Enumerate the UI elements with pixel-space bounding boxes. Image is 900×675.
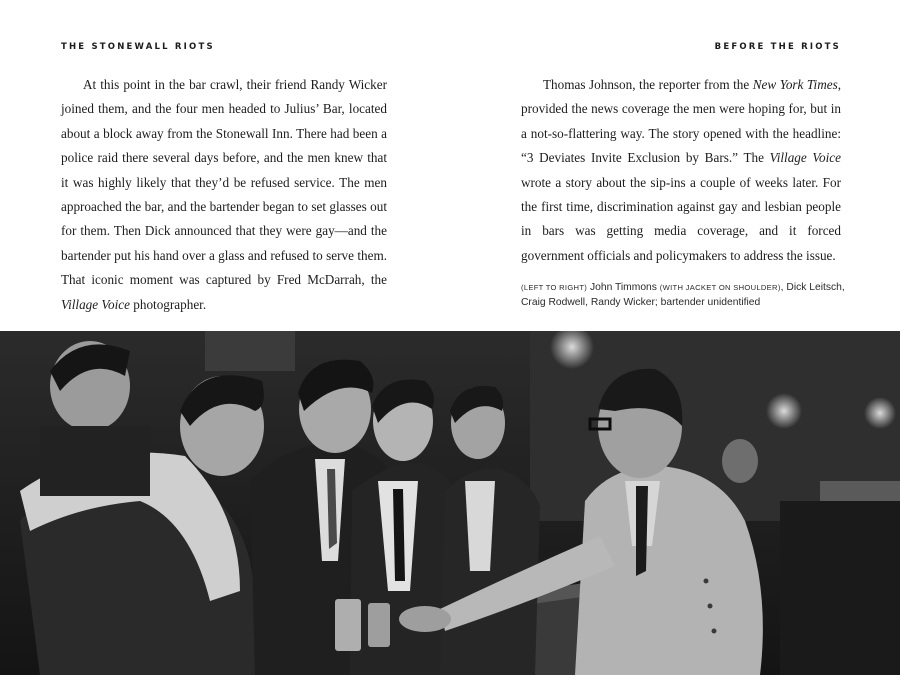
paragraph-text: , provided the news coverage the men were hoping for, but in a not-so-flattering way. The story opened with the headline: “3 Deviates Invite Exclusion by Bars.” The [521,77,841,166]
bartender-hand [399,606,451,632]
sip-in-photograph [0,331,900,675]
background-patron [780,501,900,675]
body-paragraph [61,73,387,317]
paragraph-text: photographer. [129,296,207,312]
background-patron-head [722,439,758,483]
publication-name: Village Voice [61,296,130,312]
cardigan-button [712,629,717,634]
caption-note: (WITH JACKET ON SHOULDER) [659,283,781,292]
wall-light [766,393,802,429]
cardigan-button [708,604,713,609]
figure-fourth-shirt [465,481,495,571]
drinking-glass [335,599,361,651]
right-text-column [521,73,841,268]
background-man-suit [40,426,150,496]
wall-light [864,397,896,429]
photo-caption [521,280,846,310]
caption-names: , Dick Leitsch, Craig Rodwell, Randy Wicker; bartender unidentified [521,282,845,308]
drinking-glass [368,603,390,647]
photo-illustration [0,331,900,675]
caption-name: John Timmons [587,282,660,293]
publication-name: New York Times [752,77,838,92]
running-head-right: BEFORE THE RIOTS [714,42,841,52]
running-head-left: THE STONEWALL RIOTS [61,42,215,52]
cardigan-button [704,579,709,584]
back-window [205,331,295,371]
paragraph-text: wrote a story about the sip-ins a couple of weeks later. For the first time, discrimination against gay and lesbian people in bars was getting media coverage, and it forced government officials and policymakers to address the issue. [521,174,841,263]
caption-direction: (LEFT TO RIGHT) [521,283,588,292]
figure-third-tie [393,489,405,581]
paragraph-text: Thomas Johnson, the reporter from the [543,77,753,92]
left-text-column [61,73,387,317]
publication-name: Village Voice [769,150,841,166]
body-paragraph [521,73,841,268]
paragraph-text: At this point in the bar crawl, their friend Randy Wicker joined them, and the four men headed to Julius’ Bar, located about a block away from the Stonewall Inn. There had been a police raid there several days before, and the men knew that it was highly likely that they’d be refused service. The men approached the bar, and the bartender began to set glasses out for them. Then Dick announced that they were gay—and the bartender put his hand over a glass and refused to serve them. That iconic moment was captured by Fred McDarrah, the [61,77,387,288]
